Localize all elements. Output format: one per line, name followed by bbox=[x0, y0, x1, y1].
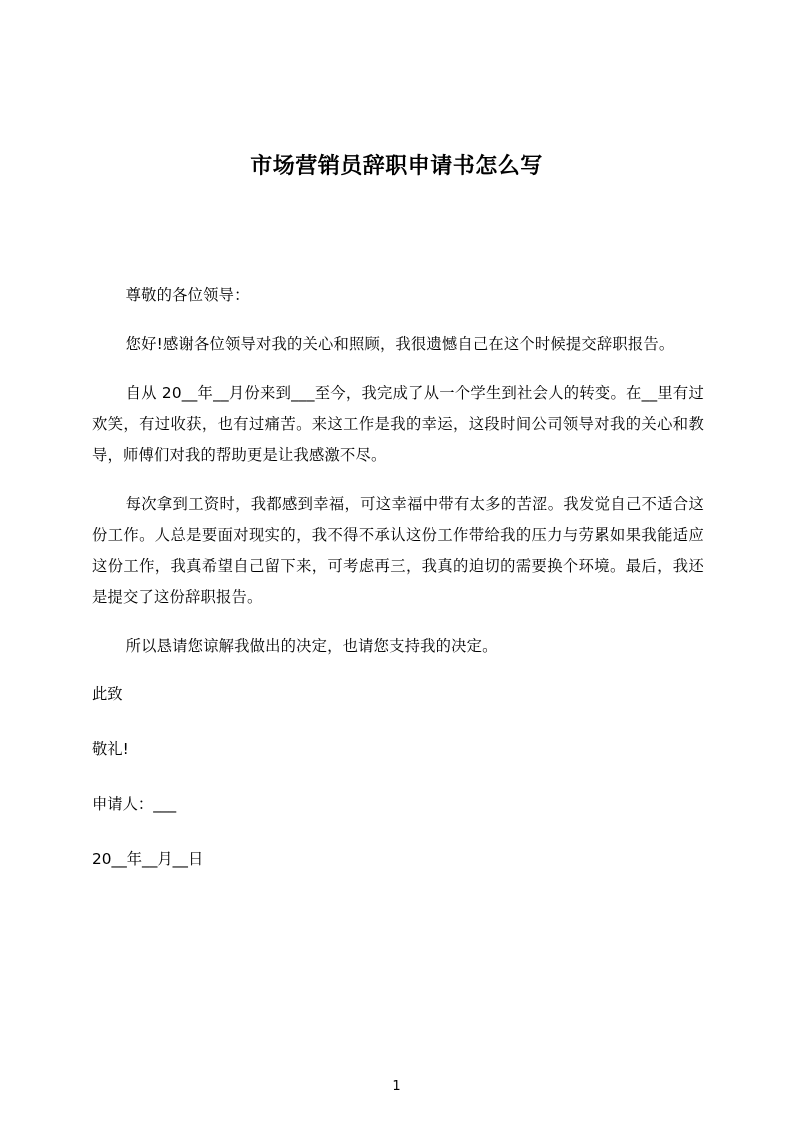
closing-line-2: 敬礼! bbox=[92, 740, 129, 758]
paragraph-2: 自从 20__年__月份来到___至今，我完成了从一个学生到社会人的转变。在__里有过欢笑，有过收获，也有过痛苦。来这工作是我的幸运，这段时间公司领导对我的关心和教导，师傅们对我的帮助更是让我感激不尽。 bbox=[92, 384, 704, 464]
paragraph-3: 每次拿到工资时，我都感到幸福，可这幸福中带有太多的苦涩。我发觉自己不适合这份工作。人总是要面对现实的，我不得不承认这份工作带给我的压力与劳累如果我能适应这份工作，我真希望自己留下来，可考虑再三，我真的迫切的需要换个环境。最后，我还是提交了这份辞职报告。 bbox=[92, 495, 704, 606]
document-body bbox=[92, 280, 704, 899]
paragraph-4: 所以恳请您谅解我做出的决定，也请您支持我的决定。 bbox=[125, 637, 498, 655]
page-number: 1 bbox=[392, 1079, 401, 1094]
closing-line-1: 此致 bbox=[92, 685, 123, 703]
salutation: 尊敬的各位领导： bbox=[125, 286, 250, 304]
paragraph-1: 您好!感谢各位领导对我的关心和照顾，我很遗憾自己在这个时候提交辞职报告。 bbox=[125, 335, 675, 353]
applicant-signature-line: 申请人：___ bbox=[92, 795, 177, 813]
page-title: 市场营销员辞职申请书怎么写 bbox=[250, 153, 543, 179]
date-line: 20__年__月__日 bbox=[92, 850, 204, 868]
